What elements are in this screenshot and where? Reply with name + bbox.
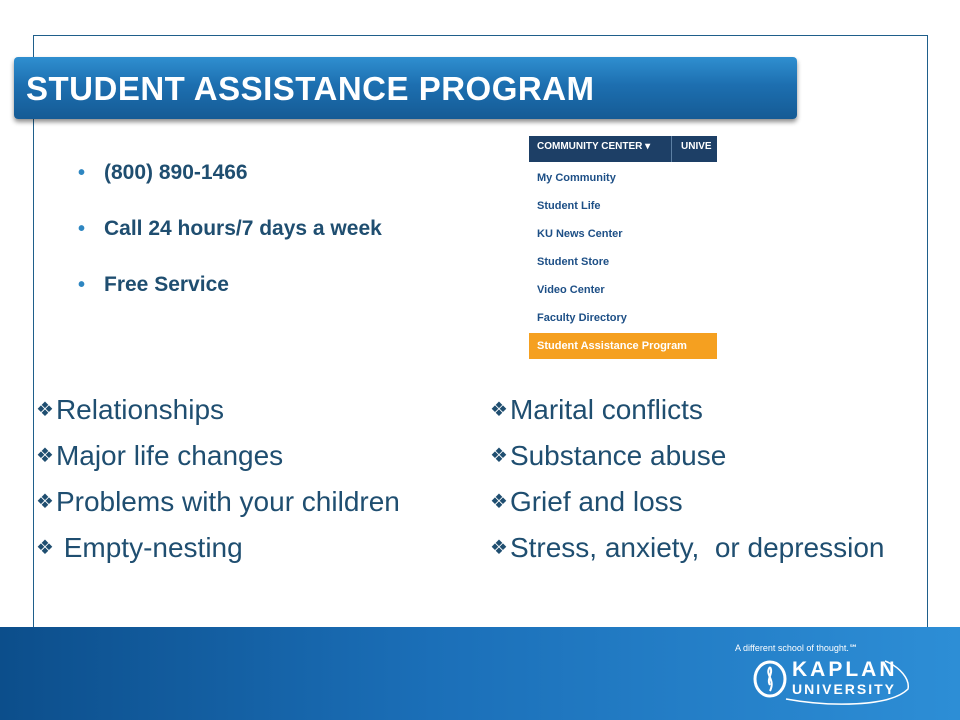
menu-item-ku-news-center[interactable]: KU News Center <box>537 228 623 240</box>
topics-left-list <box>36 392 400 576</box>
menu-item-video-center[interactable]: Video Center <box>537 284 605 296</box>
bullet-hours: Call 24 hours/7 days a week <box>104 217 382 240</box>
topic-item <box>490 530 884 576</box>
menu-item-student-store[interactable]: Student Store <box>537 256 610 268</box>
topic-relationships: Relationships <box>55 394 225 425</box>
topic-stress-anxiety-depression: Stress, anxiety, or depression <box>509 532 885 563</box>
footer-band <box>0 627 960 720</box>
topic-item <box>490 392 884 438</box>
menu-tab-bar <box>529 136 717 162</box>
title-banner <box>14 57 797 119</box>
bullet-dot-icon: • <box>78 274 86 296</box>
diamond-bullet-icon: ❖ <box>490 445 508 467</box>
contact-bullets <box>78 150 382 318</box>
topic-item <box>36 484 400 530</box>
tab-university[interactable]: UNIVE <box>681 141 712 152</box>
menu-item-my-community[interactable]: My Community <box>537 172 616 184</box>
diamond-bullet-icon: ❖ <box>36 399 54 421</box>
community-menu-screenshot <box>529 136 717 356</box>
diamond-bullet-icon: ❖ <box>490 491 508 513</box>
topics-right-list <box>490 392 884 576</box>
topic-major-life-changes: Major life changes <box>55 440 284 471</box>
topic-empty-nesting: Empty-nesting <box>55 532 243 563</box>
bullet-dot-icon: • <box>78 218 86 240</box>
topic-grief-loss: Grief and loss <box>509 486 683 517</box>
topic-item <box>36 392 400 438</box>
bullet-phone: (800) 890-1466 <box>104 161 248 184</box>
logo-word-kaplan: KAPLAN <box>792 658 898 681</box>
bullet-item <box>78 150 382 206</box>
topic-item <box>490 484 884 530</box>
topic-problems-children: Problems with your children <box>55 486 400 517</box>
bullet-free: Free Service <box>104 273 229 296</box>
bullet-item <box>78 262 382 318</box>
topic-item <box>36 530 400 576</box>
topic-item <box>490 438 884 484</box>
topic-item <box>36 438 400 484</box>
menu-item-faculty-directory[interactable]: Faculty Directory <box>537 312 627 324</box>
diamond-bullet-icon: ❖ <box>36 537 54 559</box>
menu-item-student-life[interactable]: Student Life <box>537 200 601 212</box>
footer-tagline: A different school of thought.℠ <box>735 643 859 653</box>
tab-community-center[interactable]: COMMUNITY CENTER ▾ <box>537 141 651 152</box>
bullet-dot-icon: • <box>78 162 86 184</box>
topic-substance-abuse: Substance abuse <box>509 440 727 471</box>
kaplan-university-logo <box>750 649 920 709</box>
diamond-bullet-icon: ❖ <box>490 537 508 559</box>
tab-divider <box>671 136 672 162</box>
diamond-bullet-icon: ❖ <box>490 399 508 421</box>
logo-word-university: UNIVERSITY <box>792 681 897 697</box>
topic-marital-conflicts: Marital conflicts <box>509 394 703 425</box>
diamond-bullet-icon: ❖ <box>36 491 54 513</box>
bullet-item <box>78 206 382 262</box>
diamond-bullet-icon: ❖ <box>36 445 54 467</box>
menu-item-student-assistance-program[interactable]: Student Assistance Program <box>529 333 717 359</box>
slide-title: STUDENT ASSISTANCE PROGRAM <box>26 70 595 107</box>
menu-dropdown <box>529 164 717 359</box>
